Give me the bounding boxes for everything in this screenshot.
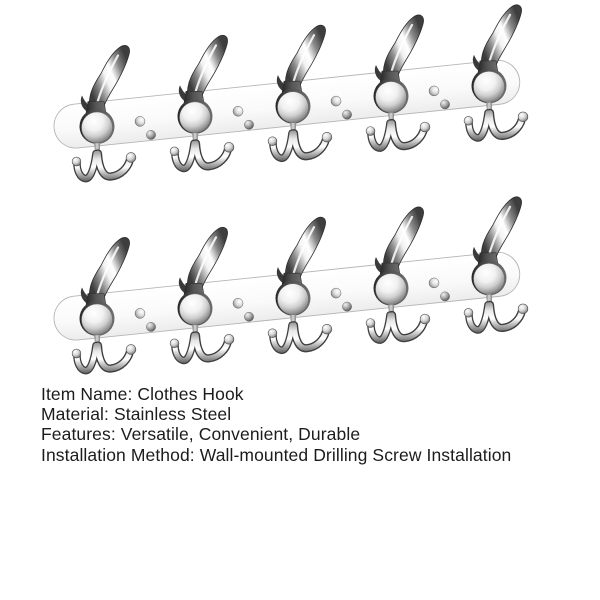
spec-features: Features: Versatile, Convenient, Durable [41, 424, 361, 445]
spec-material: Material: Stainless Steel [41, 404, 232, 425]
spec-installation-method: Installation Method: Wall-mounted Drilling Screw Installation [41, 444, 512, 465]
hook-rack-2 [52, 197, 528, 371]
hook-racks-group [52, 5, 528, 371]
hook-rack-1 [52, 5, 528, 179]
spec-item-name: Item Name: Clothes Hook [41, 384, 244, 404]
product-specs [41, 384, 511, 465]
